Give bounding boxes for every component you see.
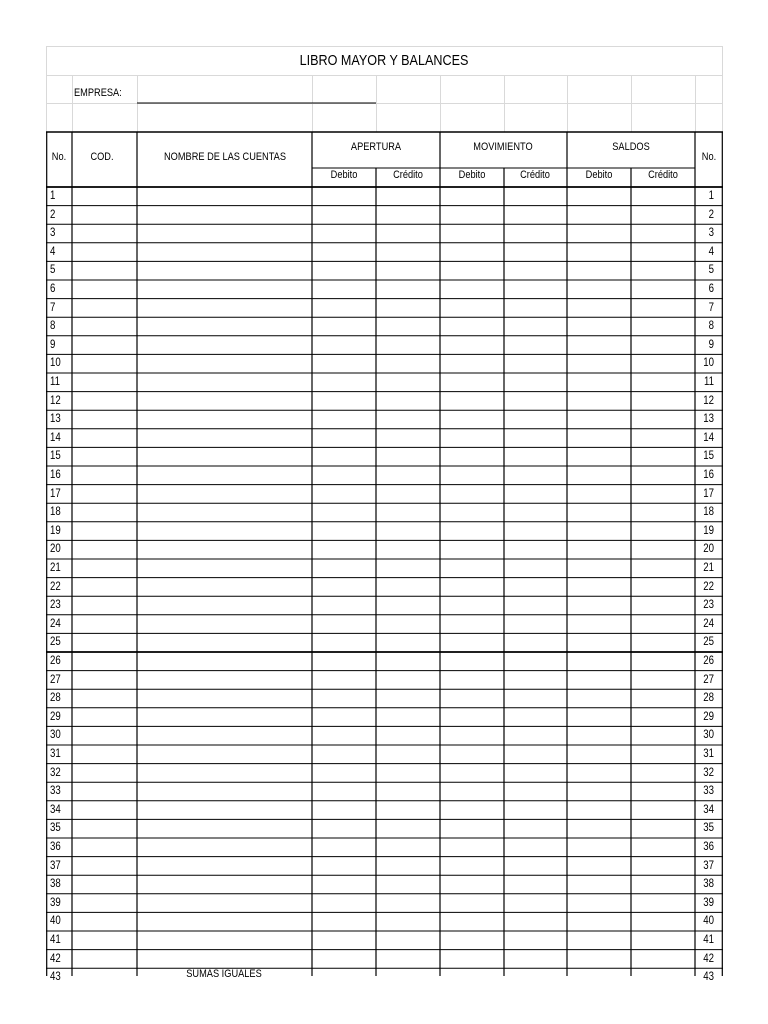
row-number-left: 35	[50, 822, 61, 835]
row-number-right: 9	[708, 338, 714, 351]
row-number-left: 38	[50, 878, 61, 891]
header-movimiento: MOVIMIENTO	[473, 141, 533, 153]
row-number-left: 43	[50, 971, 61, 984]
row-number-left: 28	[50, 692, 61, 705]
row-number-left: 18	[50, 506, 61, 519]
row-number-right: 40	[703, 915, 714, 928]
row-number-left: 30	[50, 729, 61, 742]
row-number-left: 12	[50, 394, 61, 407]
row-number-right: 28	[703, 692, 714, 705]
row-number-left: 11	[50, 376, 61, 388]
row-number-right: 30	[703, 729, 714, 742]
subheader-saldos-credit: Crédito	[648, 169, 678, 181]
row-number-left: 9	[50, 338, 56, 351]
row-number-left: 5	[50, 264, 56, 277]
row-number-right: 23	[703, 599, 714, 612]
row-number-right: 39	[703, 896, 714, 909]
row-number-right: 36	[703, 841, 714, 853]
row-number-right: 1	[708, 190, 714, 202]
row-number-left: 24	[50, 617, 61, 630]
document-title: LIBRO MAYOR Y BALANCES	[299, 52, 469, 69]
row-number-right: 26	[703, 655, 714, 667]
row-number-right: 43	[703, 971, 714, 984]
row-number-right: 27	[703, 673, 714, 686]
row-number-left: 27	[50, 673, 61, 686]
subheader-movimiento-debit: Debito	[458, 169, 486, 181]
subheader-movimiento-credit: Crédito	[520, 169, 550, 181]
row-number-left: 36	[50, 841, 61, 853]
row-number-left: 39	[50, 896, 61, 909]
header-account-name: NOMBRE DE LAS CUENTAS	[163, 151, 287, 163]
subheader-apertura-credit: Crédito	[393, 169, 423, 181]
row-number-left: 8	[50, 320, 56, 333]
header-no-left: No.	[51, 151, 67, 163]
row-number-left: 10	[50, 357, 61, 370]
row-number-right: 11	[703, 376, 714, 388]
row-number-left: 29	[50, 710, 61, 723]
row-number-left: 17	[50, 487, 61, 500]
row-number-right: 17	[703, 487, 714, 500]
row-number-left: 25	[50, 636, 61, 649]
row-number-right: 32	[703, 766, 714, 779]
row-number-right: 35	[703, 822, 714, 835]
row-number-right: 15	[703, 450, 714, 463]
header-saldos: SALDOS	[612, 141, 650, 153]
row-number-left: 33	[50, 785, 61, 798]
ledger-sheet	[46, 46, 723, 984]
row-number-right: 19	[703, 524, 714, 537]
row-number-left: 14	[50, 431, 61, 444]
row-number-right: 18	[703, 506, 714, 519]
totals-label: SUMAS IGUALES	[186, 968, 262, 980]
company-label: EMPRESA:	[74, 87, 122, 99]
row-number-left: 15	[50, 450, 61, 463]
row-number-left: 42	[50, 952, 61, 965]
row-number-left: 31	[50, 748, 61, 760]
row-number-left: 6	[50, 283, 56, 295]
row-number-right: 21	[703, 562, 714, 574]
row-number-left: 23	[50, 599, 61, 612]
row-number-left: 41	[50, 934, 61, 946]
row-number-left: 1	[50, 190, 56, 202]
row-number-right: 14	[703, 431, 714, 444]
row-number-right: 5	[708, 264, 714, 277]
row-number-right: 4	[708, 245, 714, 258]
row-number-right: 25	[703, 636, 714, 649]
header-no-right: No.	[701, 151, 717, 163]
subheader-saldos-debit: Debito	[585, 169, 613, 181]
row-number-right: 34	[703, 803, 714, 816]
row-number-right: 6	[708, 283, 714, 295]
row-number-right: 29	[703, 710, 714, 723]
row-number-left: 13	[50, 413, 61, 426]
row-number-right: 13	[703, 413, 714, 426]
row-number-right: 8	[708, 320, 714, 333]
row-number-right: 37	[703, 859, 714, 872]
row-number-right: 41	[703, 934, 714, 946]
row-number-left: 22	[50, 580, 61, 593]
row-number-right: 12	[703, 394, 714, 407]
row-number-left: 7	[50, 301, 56, 314]
row-number-left: 21	[50, 562, 61, 574]
header-code: COD.	[90, 151, 114, 163]
row-number-left: 19	[50, 524, 61, 537]
row-number-left: 4	[50, 245, 56, 258]
row-number-left: 2	[50, 208, 56, 221]
row-number-right: 7	[708, 301, 714, 314]
row-number-left: 32	[50, 766, 61, 779]
row-number-left: 26	[50, 655, 61, 667]
row-number-right: 3	[708, 227, 714, 240]
row-number-left: 34	[50, 803, 61, 816]
row-number-right: 10	[703, 357, 714, 370]
row-number-right: 22	[703, 580, 714, 593]
row-number-right: 38	[703, 878, 714, 891]
row-number-left: 3	[50, 227, 56, 240]
row-number-right: 33	[703, 785, 714, 798]
row-number-right: 2	[708, 208, 714, 221]
row-number-right: 42	[703, 952, 714, 965]
row-number-left: 37	[50, 859, 61, 872]
company-field[interactable]	[141, 87, 334, 101]
row-number-right: 20	[703, 543, 714, 556]
row-number-left: 16	[50, 469, 61, 481]
sheet-grid	[46, 46, 723, 976]
row-number-right: 31	[703, 748, 714, 760]
row-number-left: 20	[50, 543, 61, 556]
subheader-apertura-debit: Debito	[330, 169, 358, 181]
row-number-right: 24	[703, 617, 714, 630]
row-number-right: 16	[703, 469, 714, 481]
header-apertura: APERTURA	[350, 141, 402, 153]
row-number-left: 40	[50, 915, 61, 928]
